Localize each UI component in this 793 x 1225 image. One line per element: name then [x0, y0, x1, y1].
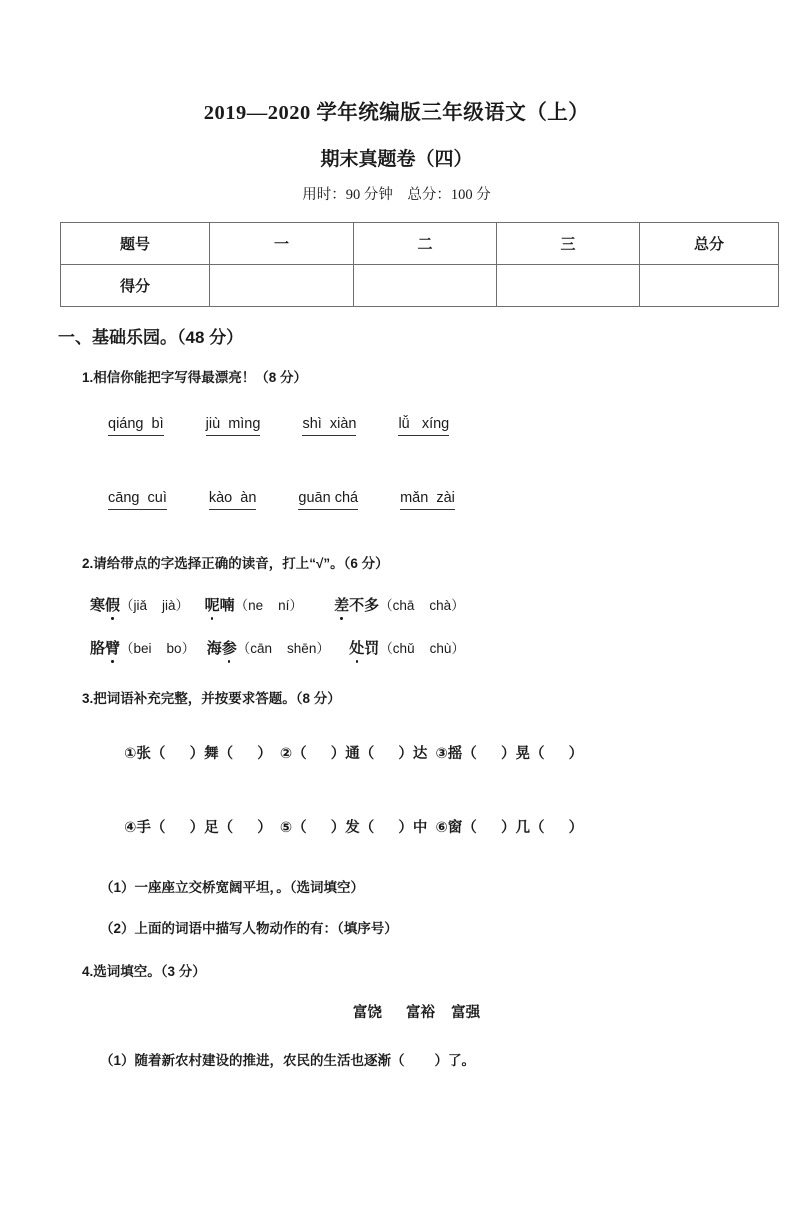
tone-readings[interactable]: （jiǎ jià） [120, 598, 190, 614]
pinyin-blank[interactable]: guān chá [298, 489, 358, 510]
pinyin-blank[interactable]: qiáng bì [108, 415, 164, 436]
tone-choice-item[interactable] [207, 637, 330, 658]
sub-question-3-2[interactable]: （2）上面的词语中描写人物动作的有：（填序号） [100, 921, 398, 937]
score-entry-cell[interactable] [210, 265, 354, 307]
question-heading-2: 2.请给带点的字选择正确的读音，打上“√”。（6 分） [82, 555, 389, 571]
question-heading-4: 4.选词填空。（3 分） [82, 963, 206, 979]
word-completion-item[interactable]: ①张（ ）舞（ ） [124, 746, 272, 763]
tone-readings[interactable]: （bei bo） [120, 641, 196, 657]
word-completion-item[interactable]: ⑤（ ）发（ ）中 [279, 819, 428, 836]
spacer [272, 820, 280, 836]
spacer [427, 746, 435, 762]
spacer [330, 640, 349, 656]
spacer [189, 597, 205, 613]
word-completion-item[interactable]: ②（ ）通（ ）达 [279, 746, 428, 763]
tone-word-emphasized: 假 [105, 594, 120, 615]
tone-word-suffix: 喃 [219, 597, 235, 615]
page-title: 2019—2020 学年统编版三年级语文（上） [203, 102, 590, 124]
page-subtitle: 期末真题卷（四） [320, 148, 473, 170]
sub-question-3-1[interactable]: （1）一座座立交桥宽阔平坦，。（选词填空） [100, 879, 365, 895]
pinyin-blank[interactable]: cāng cuì [108, 489, 167, 510]
score-table-header-cell: 三 [497, 223, 640, 265]
pinyin-blank[interactable]: lǚ xíng [398, 415, 449, 436]
spacer [195, 640, 207, 656]
spacer [272, 746, 280, 762]
tone-word-emphasized: 臂 [105, 637, 120, 658]
word-completion-row-2 [108, 806, 733, 850]
exam-page [0, 103, 793, 1225]
score-entry-cell[interactable] [354, 265, 497, 307]
tone-readings[interactable]: （cān shēn） [236, 641, 330, 657]
spacer [427, 820, 435, 836]
tone-choice-row-1 [90, 594, 733, 615]
tone-word-suffix: 不多 [349, 597, 380, 615]
question-heading-1: 1.相信你能把字写得最漂亮！（8 分） [82, 370, 308, 385]
table-row [61, 265, 779, 307]
word-completion-item[interactable]: ⑥窗（ ）几（ ） [435, 819, 584, 836]
tone-choice-item[interactable] [349, 637, 465, 658]
question-heading-3: 3.把词语补充完整，并按要求答题。（8 分） [82, 691, 341, 707]
pinyin-row-1 [108, 415, 733, 436]
tone-readings[interactable]: （chā chà） [379, 598, 465, 614]
tone-word-prefix: 寒 [90, 597, 106, 615]
score-table-row-label: 得分 [61, 265, 210, 307]
score-entry-cell[interactable] [640, 265, 779, 307]
section-heading-1: 一、基础乐园。（48 分） [58, 328, 244, 347]
score-table-header-cell: 一 [210, 223, 354, 265]
tone-choice-item[interactable] [205, 594, 303, 615]
tone-choice-item[interactable] [334, 594, 465, 615]
score-table [60, 222, 779, 307]
tone-word-emphasized: 差 [334, 594, 349, 615]
word-completion-row-1 [108, 733, 733, 777]
tone-word-prefix: 海 [206, 640, 222, 658]
tone-choice-item[interactable] [90, 594, 189, 615]
pinyin-blank[interactable]: shì xiàn [302, 415, 356, 436]
score-entry-cell[interactable] [497, 265, 640, 307]
pinyin-blank[interactable]: kào àn [209, 489, 257, 510]
tone-choice-row-2 [90, 637, 733, 658]
tone-word-suffix: 罚 [364, 640, 380, 658]
pinyin-blank[interactable]: mǎn zài [400, 489, 455, 510]
tone-readings[interactable]: （ne ní） [234, 598, 303, 614]
sub-question-4-1[interactable]: （1）随着新农村建设的推进，农民的生活也逐渐（ ）了。 [100, 1052, 476, 1068]
tone-word-emphasized: 参 [222, 637, 237, 658]
exam-meta-info: 用时：90 分钟 总分：100 分 [302, 186, 491, 203]
pinyin-blank[interactable]: jiù mìng [206, 415, 261, 436]
tone-choice-item[interactable] [90, 637, 195, 658]
tone-word-emphasized: 处 [349, 637, 364, 658]
table-row [61, 223, 779, 265]
word-completion-item[interactable]: ③摇（ ）晃（ ） [435, 746, 584, 763]
tone-readings[interactable]: （chǔ chù） [379, 641, 465, 657]
word-completion-item[interactable]: ④手（ ）足（ ） [124, 819, 272, 836]
score-table-header-cell: 二 [354, 223, 497, 265]
score-table-header-cell: 总分 [640, 223, 779, 265]
tone-word-prefix: 胳 [90, 640, 106, 658]
word-bank: 富饶 富裕 富强 [352, 1005, 481, 1022]
score-table-row-label: 题号 [61, 223, 210, 265]
tone-word-emphasized: 呢 [205, 594, 220, 615]
spacer [303, 597, 334, 613]
pinyin-row-2 [108, 489, 733, 510]
